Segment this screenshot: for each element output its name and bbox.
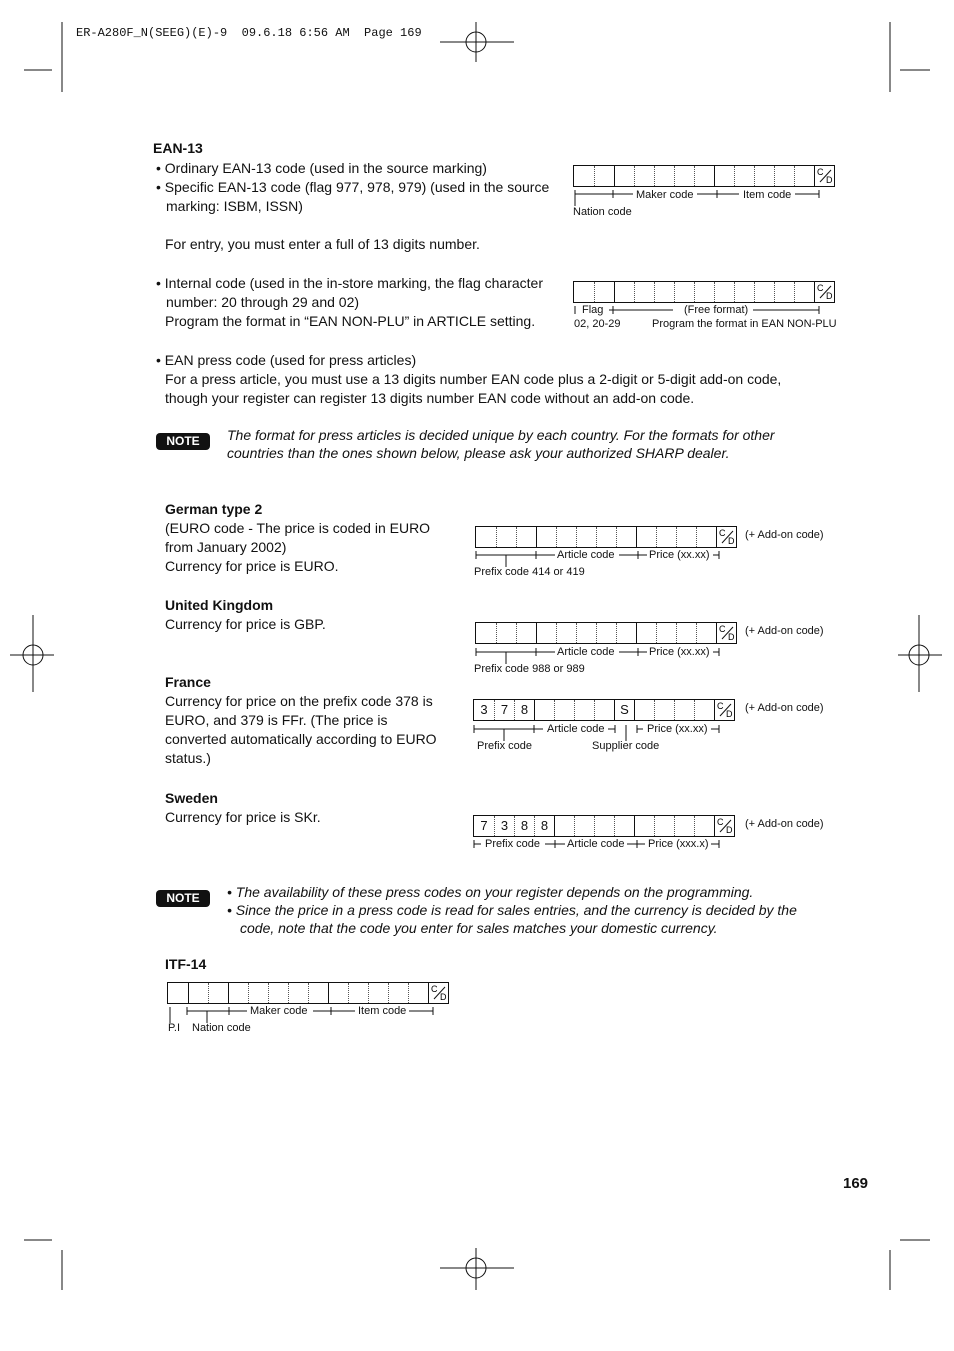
ean13-entry-note: For entry, you must enter a full of 13 digits number. — [165, 236, 480, 252]
label-nation-code: Nation code — [573, 206, 632, 218]
supplier-cell: S — [614, 700, 634, 720]
diagram1-brackets — [573, 188, 843, 208]
check-digit-icon — [717, 701, 733, 718]
svg-text:D: D — [728, 536, 735, 545]
ean13-bullet-press-desc2: though your register can register 13 digits number EAN code without an add-on code. — [165, 390, 695, 406]
ean13-bullet-press-desc1: For a press article, you must use a 13 digits number EAN code plus a 2-digit or 5-digit add-on code, — [165, 371, 782, 387]
section-title-france: France — [165, 674, 211, 690]
check-digit-icon — [431, 984, 447, 1001]
svg-text:C: C — [817, 283, 824, 293]
ean13-bullet-internal-cont: number: 20 through 29 and 02) — [166, 294, 360, 310]
sweden-article-label: Article code — [567, 838, 625, 850]
sweden-prefix-label: Prefix code — [485, 838, 541, 850]
label-flag-values: 02, 20-29 — [574, 318, 621, 330]
digit-box-row — [573, 165, 835, 187]
digit-cell: 7 — [480, 818, 488, 833]
check-digit-icon — [719, 624, 735, 641]
check-digit-icon — [817, 167, 833, 184]
svg-text:D: D — [826, 175, 833, 184]
svg-text:C: C — [719, 624, 726, 634]
note-badge: NOTE — [156, 433, 210, 450]
svg-text:C: C — [717, 817, 724, 827]
diagram-ean13-internal — [573, 281, 835, 303]
section-title-uk: United Kingdom — [165, 597, 274, 613]
digit-cell: 3 — [480, 702, 488, 717]
digit-cell: 8 — [534, 816, 554, 836]
german-addon-label: (+ Add-on code) — [745, 529, 824, 541]
german-desc-3: Currency for price is EURO. — [165, 558, 339, 574]
uk-article-label: Article code — [557, 646, 615, 658]
france-article-label: Article code — [547, 723, 605, 735]
label-free-format: (Free format) — [684, 304, 749, 316]
digit-cell: 8 — [514, 816, 534, 836]
diagram-german — [475, 526, 737, 548]
ean13-bullet-internal-program: Program the format in “EAN NON-PLU” in ARTICLE setting. — [165, 313, 536, 329]
france-desc-1: Currency for price on the prefix code 378 is — [165, 693, 433, 709]
note-text-1: The format for press articles is decided unique by each country. For the formats for other — [227, 427, 775, 443]
section-title-itf14: ITF-14 — [165, 956, 207, 972]
uk-price-label: Price (xx.xx) — [649, 646, 710, 658]
german-article-label: Article code — [557, 549, 615, 561]
itf14-maker-label: Maker code — [250, 1005, 308, 1017]
section-title-sweden: Sweden — [165, 790, 218, 806]
ean13-bullet-ordinary: • Ordinary EAN-13 code (used in the source marking) — [156, 160, 487, 176]
uk-addon-label: (+ Add-on code) — [745, 625, 824, 637]
print-header: ER-A280F_N(SEEG)(E)-9 09.6.18 6:56 AM Page 169 — [76, 26, 422, 40]
ean13-bullet-press: • EAN press code (used for press articles) — [156, 352, 417, 368]
france-addon-label: (+ Add-on code) — [745, 702, 824, 714]
sweden-price-label: Price (xxx.x) — [648, 838, 709, 850]
france-supplier-label: Supplier code — [592, 740, 660, 752]
uk-desc-1: Currency for price is GBP. — [165, 616, 326, 632]
note2-bullet-1: • The availability of these press codes on your register depends on the programming. — [227, 884, 754, 900]
svg-text:D: D — [726, 709, 733, 718]
france-desc-2: EURO, and 379 is FFr. (The price is — [165, 712, 388, 728]
check-digit-icon — [817, 283, 833, 300]
digit-cell: 8 — [514, 700, 534, 720]
diagram-france — [473, 699, 735, 721]
section-title-german: German type 2 — [165, 501, 263, 517]
svg-text:D: D — [826, 291, 833, 300]
note2-bullet-2: • Since the price in a press code is read for sales entries, and the currency is decided by the — [227, 902, 797, 918]
german-desc-1: (EURO code - The price is coded in EURO — [165, 520, 431, 536]
ean13-bullet-specific: • Specific EAN-13 code (flag 977, 978, 979) (used in the source — [156, 179, 550, 195]
diagram-uk — [475, 622, 737, 644]
section-title-ean13: EAN-13 — [153, 140, 203, 156]
itf14-nation-label: Nation code — [192, 1022, 251, 1034]
diagram-sweden — [473, 815, 735, 837]
check-digit-icon — [717, 817, 733, 834]
german-desc-2: from January 2002) — [165, 539, 287, 555]
note2-bullet-2-cont: code, note that the code you enter for sales matches your domestic currency. — [240, 920, 718, 936]
svg-text:D: D — [728, 632, 735, 641]
label-maker-code: Maker code — [636, 189, 694, 201]
digit-cell: 7 — [494, 700, 514, 720]
digit-cell: 3 — [494, 816, 514, 836]
diagram-ean13-ordinary — [573, 165, 835, 187]
page-number: 169 — [843, 1175, 869, 1192]
svg-text:D: D — [440, 992, 447, 1001]
ean13-bullet-specific-cont: marking: ISBM, ISSN) — [166, 198, 303, 214]
check-digit-cell — [814, 166, 834, 186]
france-prefix-label: Prefix code — [477, 740, 533, 752]
german-prefix-label: Prefix code 414 or 419 — [474, 566, 585, 578]
sweden-addon-label: (+ Add-on code) — [745, 818, 824, 830]
diagram-itf14 — [167, 982, 449, 1004]
label-flag: Flag — [582, 304, 604, 316]
svg-text:D: D — [726, 825, 733, 834]
france-desc-4: status.) — [165, 750, 211, 766]
svg-text:C: C — [717, 701, 724, 711]
note-text-2: countries than the ones shown below, please ask your authorized SHARP dealer. — [227, 445, 730, 461]
label-item-code: Item code — [743, 189, 792, 201]
svg-text:C: C — [431, 984, 438, 994]
france-desc-3: converted automatically according to EURO — [165, 731, 437, 747]
svg-text:C: C — [719, 528, 726, 538]
france-price-label: Price (xx.xx) — [647, 723, 708, 735]
itf14-pi-label: P.I — [168, 1022, 181, 1034]
note-badge: NOTE — [156, 890, 210, 907]
itf14-item-label: Item code — [358, 1005, 407, 1017]
svg-text:C: C — [817, 167, 824, 177]
label-program-format: Program the format in EAN NON-PLU — [652, 318, 837, 330]
check-digit-icon — [719, 528, 735, 545]
sweden-desc-1: Currency for price is SKr. — [165, 809, 321, 825]
ean13-bullet-internal: • Internal code (used in the in-store marking, the flag character — [156, 275, 543, 291]
uk-prefix-label: Prefix code 988 or 989 — [474, 663, 585, 675]
german-price-label: Price (xx.xx) — [649, 549, 710, 561]
